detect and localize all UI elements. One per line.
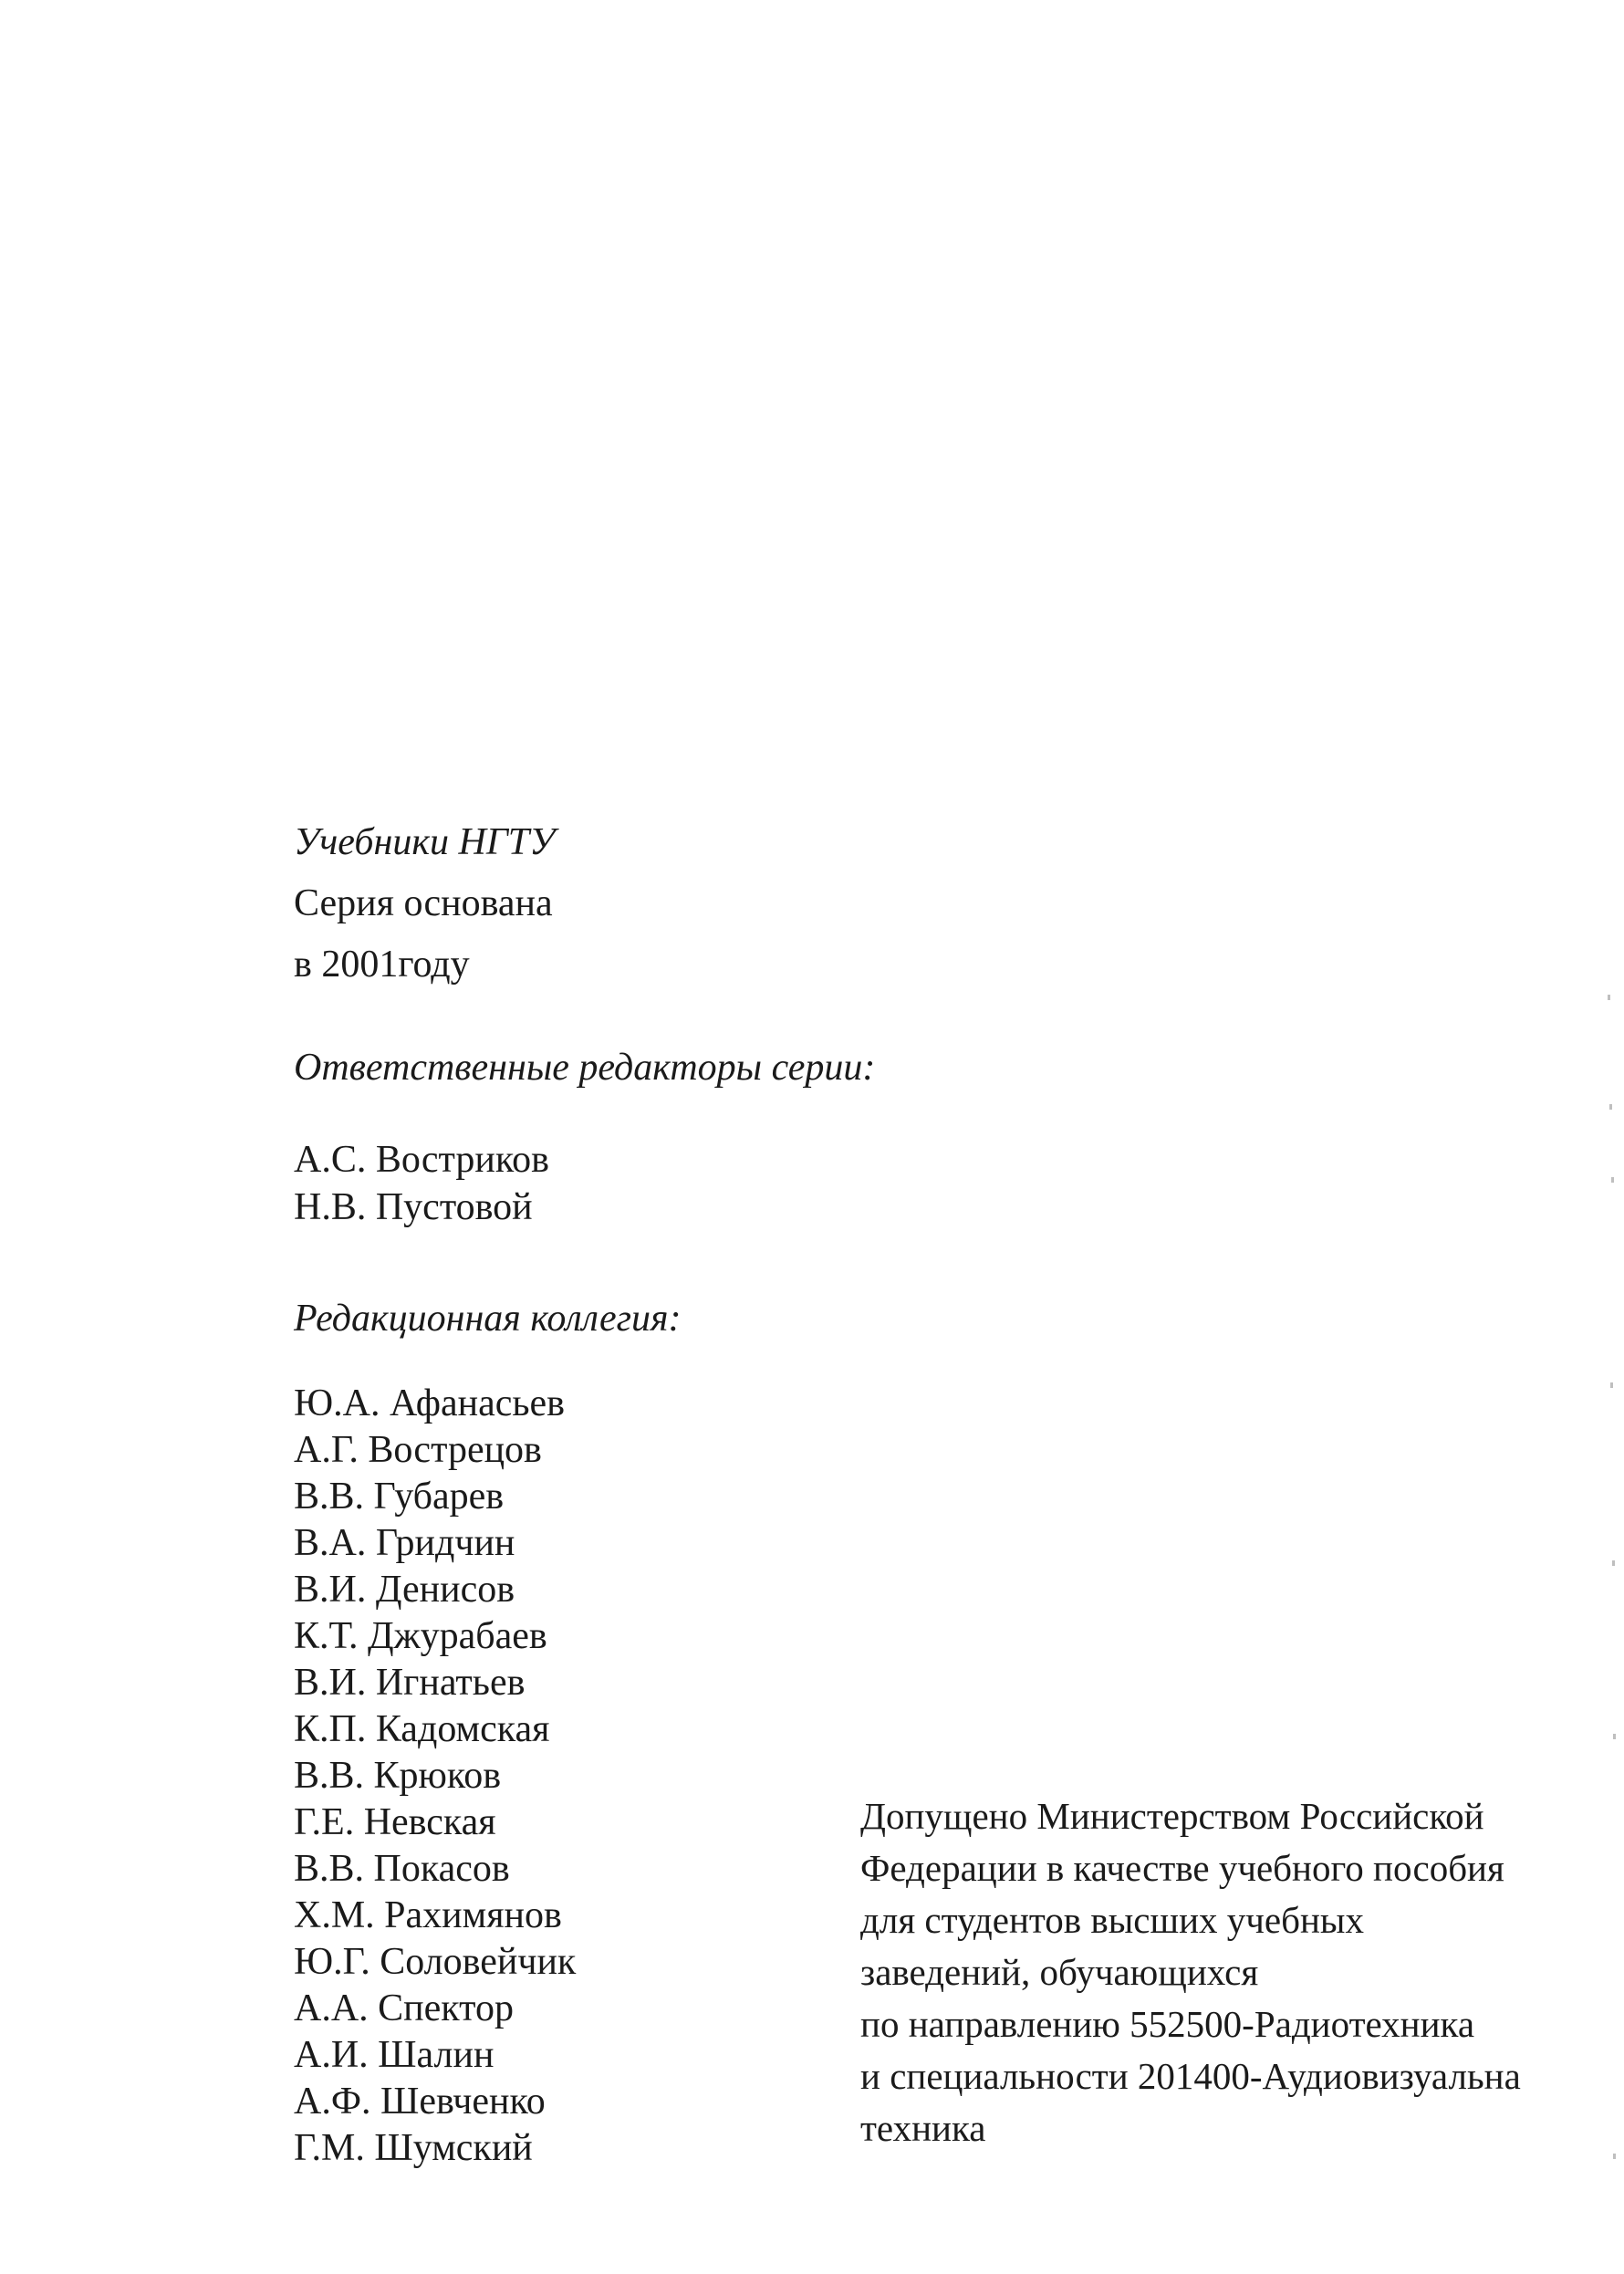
- board-member-name: А.Г. Вострецов: [294, 1429, 542, 1471]
- board-member-name: Ю.Г. Соловейчик: [294, 1941, 577, 1983]
- board-member-name: К.Т. Джурабаев: [294, 1615, 547, 1657]
- approval-line: Федерации в качестве учебного пособия: [860, 1847, 1504, 1889]
- board-member-name: А.А. Спектор: [294, 1987, 514, 2029]
- scan-speck: [1613, 2154, 1616, 2159]
- board-member-name: В.В. Покасов: [294, 1848, 510, 1890]
- board-member-name: Г.Е. Невская: [294, 1801, 496, 1843]
- approval-line: по направлению 552500-Радиотехника: [860, 2003, 1475, 2045]
- scan-speck: [1612, 1560, 1615, 1566]
- editors-heading: Ответственные редакторы серии:: [294, 1047, 876, 1089]
- series-title: Учебники НГТУ: [294, 821, 556, 863]
- editors-list: [294, 1136, 549, 1231]
- board-member-name: В.А. Гридчин: [294, 1522, 515, 1564]
- board-member-name: А.Ф. Шевченко: [294, 2081, 546, 2123]
- scan-speck: [1611, 1177, 1614, 1183]
- approval-line: и специальности 201400-Аудиовизуальна: [860, 2055, 1521, 2097]
- editor-name: А.С. Востриков: [294, 1139, 549, 1181]
- editorial-board-list: [294, 1381, 576, 2172]
- approval-line: для студентов высших учебных: [860, 1899, 1364, 1941]
- editor-name: Н.В. Пустовой: [294, 1186, 533, 1228]
- board-member-name: Х.М. Рахимянов: [294, 1894, 562, 1936]
- editorial-board-heading: Редакционная коллегия:: [294, 1298, 682, 1340]
- series-founded-line-2: в 2001году: [294, 944, 470, 986]
- board-member-name: К.П. Кадомская: [294, 1708, 550, 1750]
- series-info: [294, 812, 555, 996]
- board-member-name: А.И. Шалин: [294, 2034, 494, 2076]
- series-founded-line-1: Серия основана: [294, 882, 553, 924]
- ministry-approval-note: [860, 1790, 1618, 2154]
- board-member-name: В.И. Игнатьев: [294, 1662, 526, 1704]
- approval-line: Допущено Министерством Российской: [860, 1795, 1484, 1837]
- scan-speck: [1610, 1382, 1613, 1388]
- board-member-name: Ю.А. Афанасьев: [294, 1382, 565, 1424]
- board-member-name: В.В. Крюков: [294, 1755, 502, 1797]
- board-member-name: Г.М. Шумский: [294, 2127, 533, 2169]
- scan-speck: [1613, 1734, 1616, 1739]
- approval-line: заведений, обучающихся: [860, 1951, 1259, 1993]
- board-member-name: В.И. Денисов: [294, 1569, 515, 1611]
- scan-speck: [1609, 1104, 1612, 1110]
- board-member-name: В.В. Губарев: [294, 1476, 505, 1518]
- scan-speck: [1608, 995, 1610, 1000]
- approval-line: техника: [860, 2107, 986, 2149]
